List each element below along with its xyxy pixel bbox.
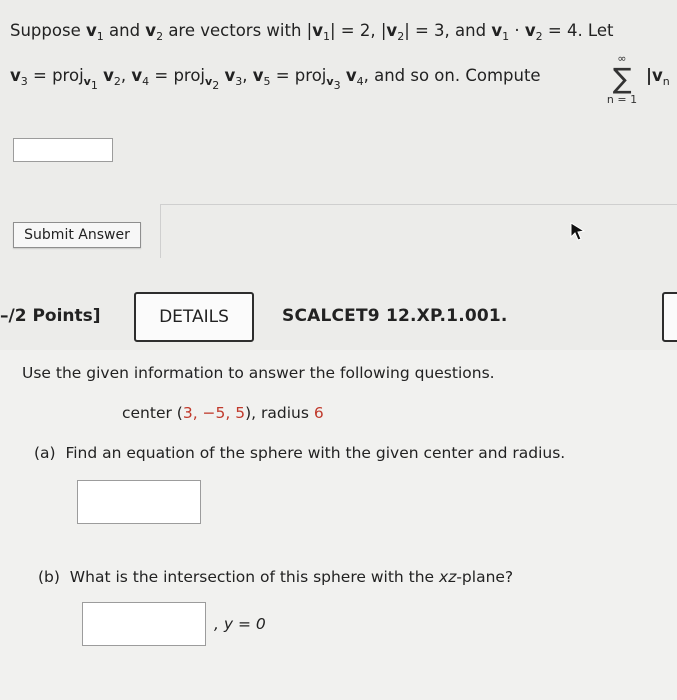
- part-a-question: (a) Find an equation of the sphere with the given center and radius.: [34, 444, 566, 462]
- part-b-answer-input[interactable]: [82, 602, 206, 646]
- panel-border: [160, 204, 677, 205]
- instruction-text: Use the given information to answer the following questions.: [22, 364, 495, 382]
- panel-border-vertical: [160, 204, 161, 258]
- question-1-line-2: $v_3$ = proj$_{v_1}$ $v_2$, $v_4$ = proj$_{v_2}$ $v_3$, $v_5$ = proj$_{v_3}$ $v_4$, and so on. Compute: [10, 66, 541, 92]
- question-1-line-1: Suppose $v_1$ and $v_2$ are vectors with $|v_1| = 2$, $|v_2| = 3$, and $v_1 \cdot v_2 = 4$. Let: [10, 21, 614, 43]
- part-b-question: (b) What is the intersection of this sphere with the xz-plane?: [38, 568, 514, 586]
- my-notes-button[interactable]: [662, 292, 677, 342]
- submit-answer-button[interactable]: Submit Answer: [13, 222, 141, 248]
- question-1-answer-input[interactable]: [13, 138, 113, 162]
- summation-symbol: ∞ ∑ n = 1: [606, 52, 638, 106]
- problem-code: SCALCET9 12.XP.1.001.: [282, 306, 508, 326]
- points-label: –/2 Points]: [0, 306, 101, 326]
- part-b-suffix: , y = 0: [214, 615, 266, 633]
- part-a-answer-input[interactable]: [77, 480, 201, 524]
- problem-2-body: [0, 350, 677, 700]
- summation-term: $|v_n$: [646, 66, 670, 88]
- given-info: center (3, −5, 5), radius 6: [122, 404, 324, 422]
- details-button[interactable]: DETAILS: [134, 292, 254, 342]
